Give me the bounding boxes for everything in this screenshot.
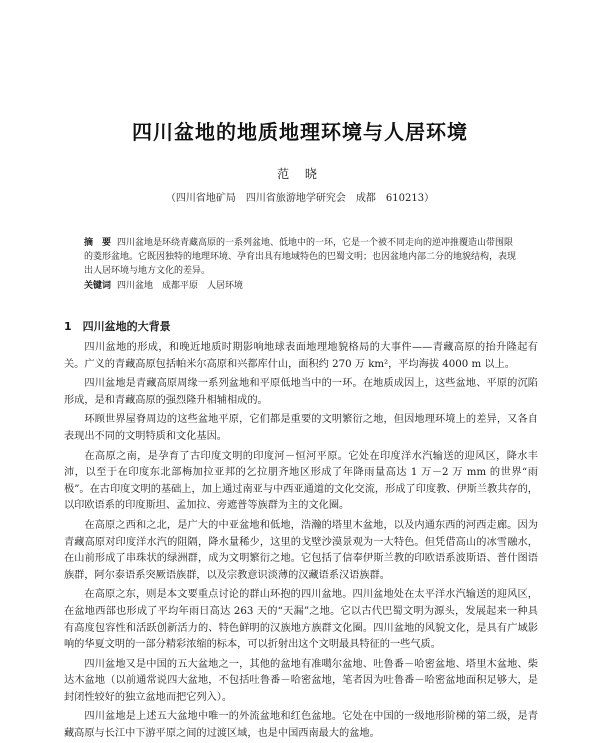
paragraph: 四川盆地又是中国的五大盆地之一，其他的盆地有准噶尔盆地、吐鲁番－哈密盆地、塔里木盆地、柴达木盆地（以前通常说四大盆地，不包括吐鲁番－哈密盆地，笔者因为吐鲁番－哈密盆地面积足够大，是封闭性较好的独立盆地而把它列入）。 [64,658,538,703]
paper-title: 四川盆地的地质地理环境与人居环境 [132,120,468,144]
keywords-text: 四川盆地 成都平原 人居环境 [117,281,244,291]
section-heading: 1 四川盆地的大背景 [64,320,171,333]
paragraph: 在高原之东，则是本文要重点讨论的群山环抱的四川盆地。四川盆地处在太平洋水汽输送的迎风区，在盆地西部也形成了平均年雨日高达 263 天的“天漏”之地。它以古代巴蜀文明为源头，发展起来一种具有高度包容性和活跃创新活力的、特色鲜明的汉族地方族群文化圈。四川盆地的风貌文化，是具有广域影响的华夏文明的一部分精彩浓缩的标本，可以折射出这个文明最具特征的一些气质。 [64,589,538,651]
paragraph: 在高原之西和之北，是广大的中亚盆地和低地，浩瀚的塔里木盆地，以及内通东西的河西走廊。因为青藏高原对印度洋水汽的阻隔，降水量稀少，这里的戈壁沙漠景观为一大特色。但凭借高山的冰雪融水，在山前形成了串珠状的绿洲群，成为文明繁衍之地。它包括了信奉伊斯兰教的印欧语系波斯语、普什图语族群，阿尔泰语系突厥语族群，以及宗教意识淡薄的汉藏语系汉语族群。 [64,519,538,581]
abstract-label: 摘 要 [84,238,112,248]
paragraph: 四川盆地是上述五大盆地中唯一的外流盆地和红色盆地。它处在中国的一级地形阶梯的第二级，是青藏高原与长江中下游平原之间的过渡区域，也是中国西南最大的盆地。 [64,711,538,740]
paragraph: 在高原之南，是孕育了古印度文明的印度河－恒河平原。它处在印度洋水汽输送的迎风区，降水丰沛，以至于在印度东北部梅加拉亚邦的乞拉朋齐地区形成了年降雨量高达 1 万－2 万 mm 的世界“雨极”。在古印度文明的基础上，加上通过南亚与中西亚通道的文化交流，形成了印度教、伊斯兰教共存的，以印欧语系的印度斯坦、孟加拉、旁遮普等族群为主的文化圈。 [64,450,538,512]
paragraph: 四川盆地是青藏高原周缘一系列盆地和平原低地当中的一环。在地质成因上，这些盆地、平原的沉陷形成，是和青藏高原的强烈隆升相辅相成的。 [64,378,538,406]
paragraph: 环顾世界屋脊周边的这些盆地平原，它们都是重要的文明繁衍之地，但因地理环境上的差异，又各自表现出不同的文明特质和文化基因。 [64,414,538,442]
author-name: 范 晓 [277,167,323,181]
body-text [64,340,538,743]
paragraph: 四川盆地的形成，和晚近地质时期影响地球表面地理地貌格局的大事件——青藏高原的抬升隆起有关。广义的青藏高原包括帕米尔高原和兴都库什山，面积约 270 万 km²，平均海拔 4000 m 以上。 [64,342,538,370]
abstract-text: 四川盆地是环绕青藏高原的一系列盆地、低地中的一环，它是一个被不同走向的逆冲推覆造山带围限的菱形盆地。它既因独特的地理环境、孕育出具有地域特色的巴蜀文明；也因盆地内部二分的地貌结构，表现出人居环境与地方文化的差异。 [84,238,517,276]
keywords [84,279,516,293]
abstract [84,236,516,278]
author-affiliation: （四川省地矿局 四川省旅游地学研究会 成都 610213） [165,193,435,204]
keywords-label: 关键词 [84,281,112,291]
